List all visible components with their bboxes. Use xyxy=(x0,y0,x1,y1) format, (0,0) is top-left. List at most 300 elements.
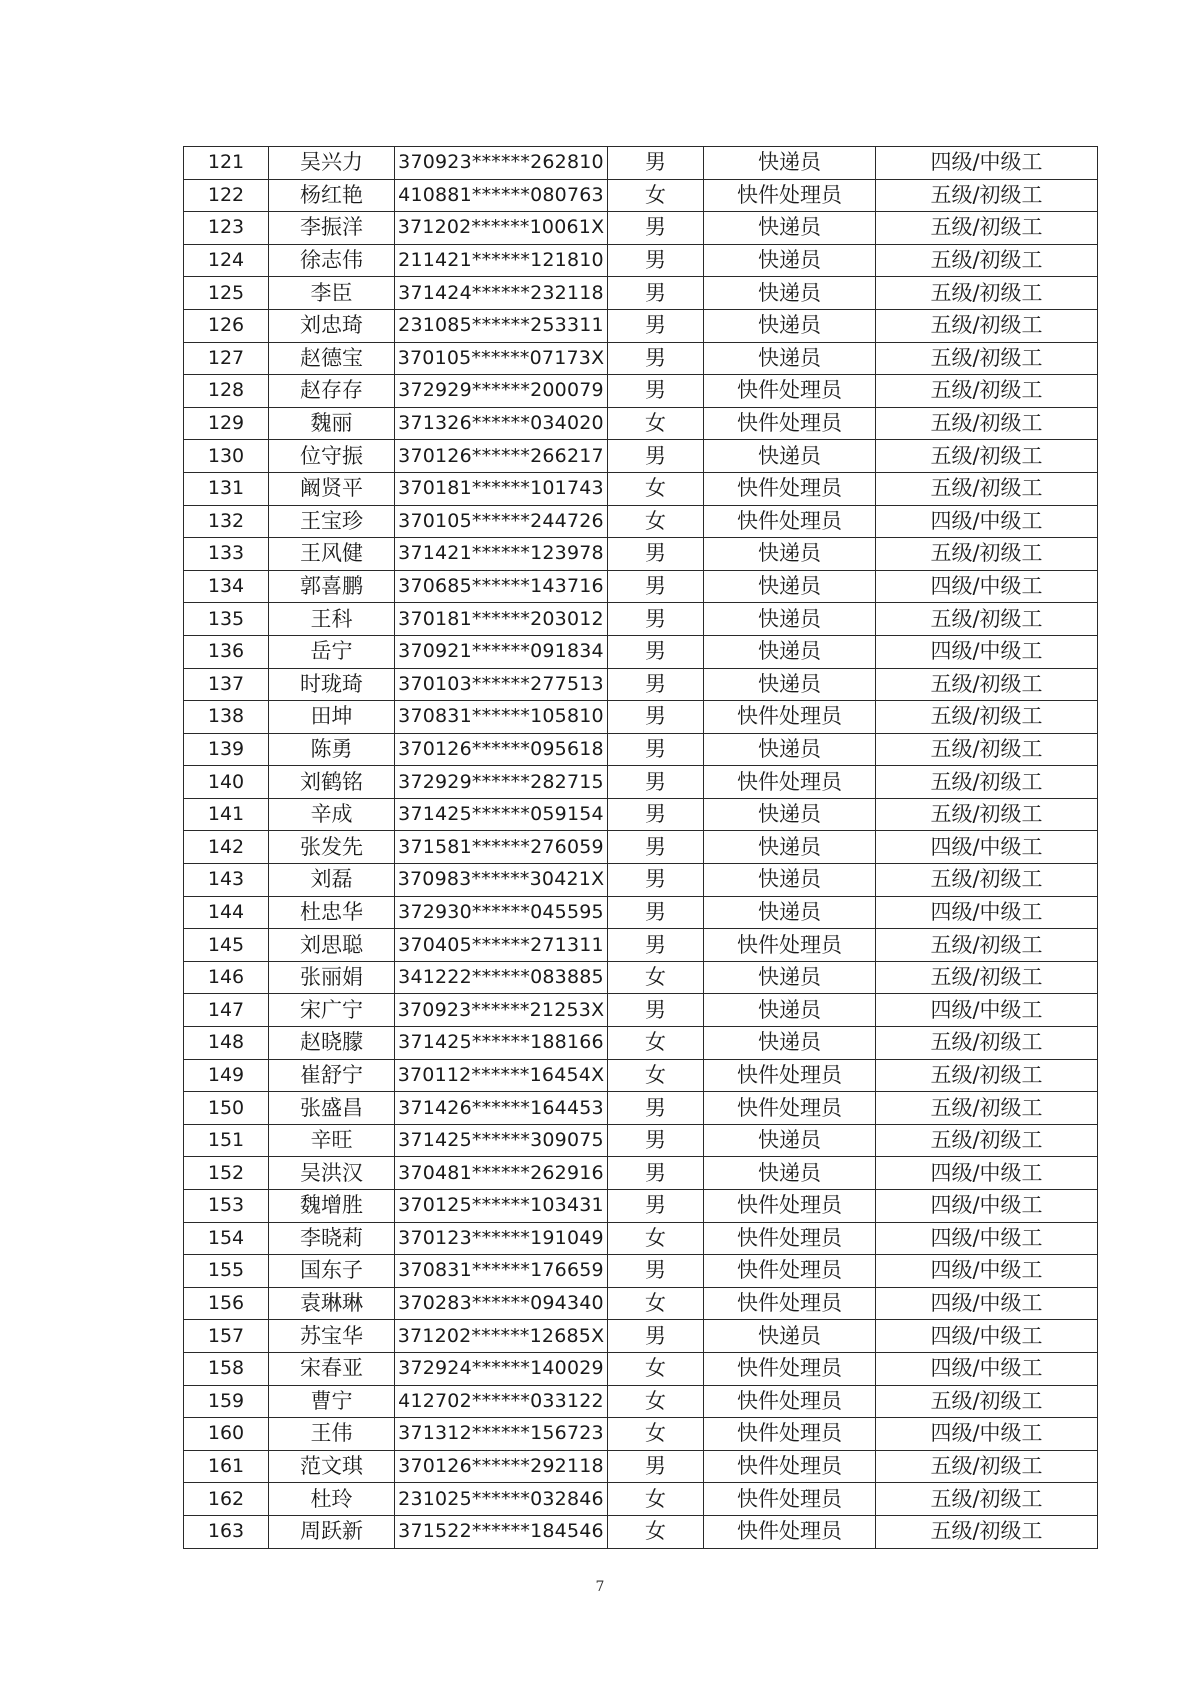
skill-level-cell: 四级/中级工 xyxy=(876,994,1098,1027)
occupation-cell: 快件处理员 xyxy=(704,1450,876,1483)
id-number-cell: 370103******277513 xyxy=(395,668,608,701)
skill-level-cell: 五级/初级工 xyxy=(876,277,1098,310)
row-number-cell: 152 xyxy=(184,1157,269,1190)
gender-cell: 女 xyxy=(608,1385,704,1418)
table-row xyxy=(184,766,1098,799)
id-number-cell: 371424******232118 xyxy=(395,277,608,310)
gender-cell: 女 xyxy=(608,505,704,538)
gender-cell: 男 xyxy=(608,766,704,799)
skill-level-cell: 五级/初级工 xyxy=(876,864,1098,897)
name-cell: 刘思聪 xyxy=(269,929,395,962)
table-row xyxy=(184,1385,1098,1418)
gender-cell: 男 xyxy=(608,277,704,310)
name-cell: 陈勇 xyxy=(269,733,395,766)
occupation-cell: 快递员 xyxy=(704,668,876,701)
table-row xyxy=(184,1483,1098,1516)
name-cell: 魏增胜 xyxy=(269,1190,395,1223)
name-cell: 田坤 xyxy=(269,701,395,734)
id-number-cell: 371522******184546 xyxy=(395,1515,608,1548)
occupation-cell: 快递员 xyxy=(704,440,876,473)
gender-cell: 男 xyxy=(608,896,704,929)
name-cell: 宋春亚 xyxy=(269,1352,395,1385)
roster-table-container xyxy=(183,146,1097,1549)
table-row xyxy=(184,1287,1098,1320)
name-cell: 阚贤平 xyxy=(269,472,395,505)
id-number-cell: 371202******12685X xyxy=(395,1320,608,1353)
table-row xyxy=(184,733,1098,766)
occupation-cell: 快递员 xyxy=(704,1124,876,1157)
row-number-cell: 153 xyxy=(184,1190,269,1223)
table-row xyxy=(184,1124,1098,1157)
gender-cell: 女 xyxy=(608,1287,704,1320)
gender-cell: 男 xyxy=(608,147,704,180)
row-number-cell: 151 xyxy=(184,1124,269,1157)
occupation-cell: 快件处理员 xyxy=(704,179,876,212)
occupation-cell: 快递员 xyxy=(704,635,876,668)
table-row xyxy=(184,244,1098,277)
table-row xyxy=(184,309,1098,342)
gender-cell: 男 xyxy=(608,440,704,473)
skill-level-cell: 五级/初级工 xyxy=(876,1450,1098,1483)
page-number: 7 xyxy=(595,1579,605,1595)
id-number-cell: 370983******30421X xyxy=(395,864,608,897)
name-cell: 刘鹤铭 xyxy=(269,766,395,799)
name-cell: 范文琪 xyxy=(269,1450,395,1483)
occupation-cell: 快件处理员 xyxy=(704,766,876,799)
occupation-cell: 快递员 xyxy=(704,212,876,245)
table-row xyxy=(184,147,1098,180)
id-number-cell: 370405******271311 xyxy=(395,929,608,962)
occupation-cell: 快递员 xyxy=(704,538,876,571)
name-cell: 张丽娟 xyxy=(269,961,395,994)
id-number-cell: 371326******034020 xyxy=(395,407,608,440)
skill-level-cell: 四级/中级工 xyxy=(876,1287,1098,1320)
skill-level-cell: 五级/初级工 xyxy=(876,1124,1098,1157)
skill-level-cell: 五级/初级工 xyxy=(876,1483,1098,1516)
name-cell: 张发先 xyxy=(269,831,395,864)
row-number-cell: 149 xyxy=(184,1059,269,1092)
occupation-cell: 快递员 xyxy=(704,1027,876,1060)
skill-level-cell: 五级/初级工 xyxy=(876,1092,1098,1125)
row-number-cell: 130 xyxy=(184,440,269,473)
id-number-cell: 211421******121810 xyxy=(395,244,608,277)
name-cell: 郭喜鹏 xyxy=(269,570,395,603)
name-cell: 曹宁 xyxy=(269,1385,395,1418)
table-row xyxy=(184,277,1098,310)
table-row xyxy=(184,1092,1098,1125)
table-row xyxy=(184,929,1098,962)
gender-cell: 男 xyxy=(608,994,704,1027)
table-row xyxy=(184,798,1098,831)
occupation-cell: 快递员 xyxy=(704,1157,876,1190)
occupation-cell: 快件处理员 xyxy=(704,472,876,505)
row-number-cell: 162 xyxy=(184,1483,269,1516)
name-cell: 李晓莉 xyxy=(269,1222,395,1255)
gender-cell: 男 xyxy=(608,701,704,734)
table-row xyxy=(184,1222,1098,1255)
gender-cell: 男 xyxy=(608,1450,704,1483)
gender-cell: 男 xyxy=(608,929,704,962)
name-cell: 赵德宝 xyxy=(269,342,395,375)
id-number-cell: 370123******191049 xyxy=(395,1222,608,1255)
skill-level-cell: 四级/中级工 xyxy=(876,1157,1098,1190)
occupation-cell: 快件处理员 xyxy=(704,1092,876,1125)
row-number-cell: 146 xyxy=(184,961,269,994)
row-number-cell: 121 xyxy=(184,147,269,180)
occupation-cell: 快递员 xyxy=(704,603,876,636)
table-row xyxy=(184,994,1098,1027)
skill-level-cell: 五级/初级工 xyxy=(876,179,1098,212)
id-number-cell: 370923******21253X xyxy=(395,994,608,1027)
table-row xyxy=(184,701,1098,734)
row-number-cell: 128 xyxy=(184,375,269,408)
table-row xyxy=(184,440,1098,473)
skill-level-cell: 四级/中级工 xyxy=(876,896,1098,929)
gender-cell: 男 xyxy=(608,1255,704,1288)
id-number-cell: 370105******244726 xyxy=(395,505,608,538)
row-number-cell: 158 xyxy=(184,1352,269,1385)
table-row xyxy=(184,635,1098,668)
gender-cell: 男 xyxy=(608,538,704,571)
occupation-cell: 快件处理员 xyxy=(704,1222,876,1255)
name-cell: 辛旺 xyxy=(269,1124,395,1157)
table-row xyxy=(184,896,1098,929)
occupation-cell: 快递员 xyxy=(704,570,876,603)
row-number-cell: 138 xyxy=(184,701,269,734)
name-cell: 魏丽 xyxy=(269,407,395,440)
row-number-cell: 144 xyxy=(184,896,269,929)
skill-level-cell: 五级/初级工 xyxy=(876,472,1098,505)
name-cell: 李振洋 xyxy=(269,212,395,245)
id-number-cell: 370126******095618 xyxy=(395,733,608,766)
name-cell: 赵存存 xyxy=(269,375,395,408)
table-row xyxy=(184,1352,1098,1385)
table-row xyxy=(184,864,1098,897)
row-number-cell: 122 xyxy=(184,179,269,212)
row-number-cell: 137 xyxy=(184,668,269,701)
name-cell: 周跃新 xyxy=(269,1515,395,1548)
skill-level-cell: 四级/中级工 xyxy=(876,1190,1098,1223)
skill-level-cell: 五级/初级工 xyxy=(876,1515,1098,1548)
name-cell: 杜忠华 xyxy=(269,896,395,929)
skill-level-cell: 四级/中级工 xyxy=(876,1352,1098,1385)
name-cell: 杜玲 xyxy=(269,1483,395,1516)
skill-level-cell: 五级/初级工 xyxy=(876,309,1098,342)
id-number-cell: 370126******292118 xyxy=(395,1450,608,1483)
gender-cell: 男 xyxy=(608,733,704,766)
id-number-cell: 370481******262916 xyxy=(395,1157,608,1190)
occupation-cell: 快递员 xyxy=(704,147,876,180)
row-number-cell: 148 xyxy=(184,1027,269,1060)
name-cell: 王宝珍 xyxy=(269,505,395,538)
row-number-cell: 131 xyxy=(184,472,269,505)
name-cell: 位守振 xyxy=(269,440,395,473)
occupation-cell: 快件处理员 xyxy=(704,505,876,538)
skill-level-cell: 五级/初级工 xyxy=(876,440,1098,473)
table-row xyxy=(184,1515,1098,1548)
id-number-cell: 341222******083885 xyxy=(395,961,608,994)
gender-cell: 女 xyxy=(608,1515,704,1548)
table-row xyxy=(184,1027,1098,1060)
table-row xyxy=(184,668,1098,701)
id-number-cell: 370126******266217 xyxy=(395,440,608,473)
occupation-cell: 快递员 xyxy=(704,1320,876,1353)
gender-cell: 男 xyxy=(608,831,704,864)
id-number-cell: 231025******032846 xyxy=(395,1483,608,1516)
gender-cell: 女 xyxy=(608,1418,704,1451)
row-number-cell: 133 xyxy=(184,538,269,571)
occupation-cell: 快件处理员 xyxy=(704,929,876,962)
skill-level-cell: 五级/初级工 xyxy=(876,342,1098,375)
table-row xyxy=(184,1059,1098,1092)
skill-level-cell: 五级/初级工 xyxy=(876,961,1098,994)
id-number-cell: 371581******276059 xyxy=(395,831,608,864)
gender-cell: 男 xyxy=(608,1124,704,1157)
name-cell: 崔舒宁 xyxy=(269,1059,395,1092)
gender-cell: 女 xyxy=(608,1222,704,1255)
name-cell: 张盛昌 xyxy=(269,1092,395,1125)
occupation-cell: 快递员 xyxy=(704,733,876,766)
name-cell: 吴兴力 xyxy=(269,147,395,180)
skill-level-cell: 五级/初级工 xyxy=(876,244,1098,277)
row-number-cell: 160 xyxy=(184,1418,269,1451)
table-row xyxy=(184,342,1098,375)
row-number-cell: 145 xyxy=(184,929,269,962)
name-cell: 袁琳琳 xyxy=(269,1287,395,1320)
id-number-cell: 371425******309075 xyxy=(395,1124,608,1157)
roster-table-body xyxy=(184,147,1098,1549)
id-number-cell: 370831******105810 xyxy=(395,701,608,734)
occupation-cell: 快件处理员 xyxy=(704,1059,876,1092)
row-number-cell: 136 xyxy=(184,635,269,668)
id-number-cell: 371202******10061X xyxy=(395,212,608,245)
name-cell: 辛成 xyxy=(269,798,395,831)
occupation-cell: 快件处理员 xyxy=(704,1483,876,1516)
name-cell: 杨红艳 xyxy=(269,179,395,212)
table-row xyxy=(184,831,1098,864)
gender-cell: 女 xyxy=(608,179,704,212)
occupation-cell: 快递员 xyxy=(704,798,876,831)
skill-level-cell: 五级/初级工 xyxy=(876,538,1098,571)
row-number-cell: 150 xyxy=(184,1092,269,1125)
row-number-cell: 163 xyxy=(184,1515,269,1548)
row-number-cell: 156 xyxy=(184,1287,269,1320)
id-number-cell: 371421******123978 xyxy=(395,538,608,571)
skill-level-cell: 四级/中级工 xyxy=(876,635,1098,668)
gender-cell: 女 xyxy=(608,1352,704,1385)
roster-table xyxy=(183,146,1098,1549)
id-number-cell: 372924******140029 xyxy=(395,1352,608,1385)
occupation-cell: 快递员 xyxy=(704,864,876,897)
row-number-cell: 126 xyxy=(184,309,269,342)
occupation-cell: 快件处理员 xyxy=(704,1352,876,1385)
id-number-cell: 370923******262810 xyxy=(395,147,608,180)
row-number-cell: 139 xyxy=(184,733,269,766)
table-row xyxy=(184,570,1098,603)
row-number-cell: 140 xyxy=(184,766,269,799)
id-number-cell: 231085******253311 xyxy=(395,309,608,342)
id-number-cell: 372930******045595 xyxy=(395,896,608,929)
name-cell: 岳宁 xyxy=(269,635,395,668)
id-number-cell: 370685******143716 xyxy=(395,570,608,603)
gender-cell: 男 xyxy=(608,212,704,245)
name-cell: 刘磊 xyxy=(269,864,395,897)
gender-cell: 男 xyxy=(608,1157,704,1190)
occupation-cell: 快件处理员 xyxy=(704,1287,876,1320)
gender-cell: 男 xyxy=(608,342,704,375)
id-number-cell: 372929******200079 xyxy=(395,375,608,408)
skill-level-cell: 五级/初级工 xyxy=(876,929,1098,962)
row-number-cell: 147 xyxy=(184,994,269,1027)
gender-cell: 男 xyxy=(608,570,704,603)
row-number-cell: 155 xyxy=(184,1255,269,1288)
name-cell: 宋广宁 xyxy=(269,994,395,1027)
name-cell: 苏宝华 xyxy=(269,1320,395,1353)
row-number-cell: 143 xyxy=(184,864,269,897)
skill-level-cell: 五级/初级工 xyxy=(876,668,1098,701)
id-number-cell: 371312******156723 xyxy=(395,1418,608,1451)
id-number-cell: 370105******07173X xyxy=(395,342,608,375)
row-number-cell: 142 xyxy=(184,831,269,864)
occupation-cell: 快件处理员 xyxy=(704,701,876,734)
row-number-cell: 123 xyxy=(184,212,269,245)
occupation-cell: 快件处理员 xyxy=(704,375,876,408)
gender-cell: 女 xyxy=(608,1027,704,1060)
table-row xyxy=(184,603,1098,636)
occupation-cell: 快件处理员 xyxy=(704,1418,876,1451)
table-row xyxy=(184,538,1098,571)
occupation-cell: 快递员 xyxy=(704,277,876,310)
occupation-cell: 快递员 xyxy=(704,831,876,864)
skill-level-cell: 四级/中级工 xyxy=(876,1222,1098,1255)
gender-cell: 女 xyxy=(608,472,704,505)
row-number-cell: 124 xyxy=(184,244,269,277)
skill-level-cell: 四级/中级工 xyxy=(876,1255,1098,1288)
name-cell: 徐志伟 xyxy=(269,244,395,277)
table-row xyxy=(184,212,1098,245)
gender-cell: 男 xyxy=(608,375,704,408)
skill-level-cell: 四级/中级工 xyxy=(876,1320,1098,1353)
table-row xyxy=(184,961,1098,994)
gender-cell: 女 xyxy=(608,1059,704,1092)
gender-cell: 女 xyxy=(608,407,704,440)
row-number-cell: 132 xyxy=(184,505,269,538)
occupation-cell: 快递员 xyxy=(704,309,876,342)
id-number-cell: 370112******16454X xyxy=(395,1059,608,1092)
skill-level-cell: 四级/中级工 xyxy=(876,505,1098,538)
table-row xyxy=(184,179,1098,212)
name-cell: 王科 xyxy=(269,603,395,636)
id-number-cell: 370921******091834 xyxy=(395,635,608,668)
occupation-cell: 快递员 xyxy=(704,994,876,1027)
id-number-cell: 410881******080763 xyxy=(395,179,608,212)
gender-cell: 男 xyxy=(608,668,704,701)
occupation-cell: 快递员 xyxy=(704,961,876,994)
row-number-cell: 154 xyxy=(184,1222,269,1255)
occupation-cell: 快递员 xyxy=(704,896,876,929)
row-number-cell: 125 xyxy=(184,277,269,310)
id-number-cell: 370283******094340 xyxy=(395,1287,608,1320)
gender-cell: 男 xyxy=(608,1320,704,1353)
name-cell: 时珑琦 xyxy=(269,668,395,701)
table-row xyxy=(184,1320,1098,1353)
name-cell: 赵晓朦 xyxy=(269,1027,395,1060)
row-number-cell: 127 xyxy=(184,342,269,375)
gender-cell: 男 xyxy=(608,1190,704,1223)
gender-cell: 男 xyxy=(608,635,704,668)
name-cell: 国东子 xyxy=(269,1255,395,1288)
gender-cell: 男 xyxy=(608,864,704,897)
skill-level-cell: 五级/初级工 xyxy=(876,375,1098,408)
gender-cell: 男 xyxy=(608,1092,704,1125)
row-number-cell: 141 xyxy=(184,798,269,831)
skill-level-cell: 五级/初级工 xyxy=(876,1027,1098,1060)
table-row xyxy=(184,375,1098,408)
occupation-cell: 快件处理员 xyxy=(704,1190,876,1223)
gender-cell: 男 xyxy=(608,244,704,277)
id-number-cell: 371426******164453 xyxy=(395,1092,608,1125)
skill-level-cell: 四级/中级工 xyxy=(876,147,1098,180)
id-number-cell: 370125******103431 xyxy=(395,1190,608,1223)
table-row xyxy=(184,1190,1098,1223)
occupation-cell: 快件处理员 xyxy=(704,407,876,440)
name-cell: 刘忠琦 xyxy=(269,309,395,342)
row-number-cell: 159 xyxy=(184,1385,269,1418)
occupation-cell: 快件处理员 xyxy=(704,1515,876,1548)
table-row xyxy=(184,1450,1098,1483)
table-row xyxy=(184,1157,1098,1190)
name-cell: 吴洪汉 xyxy=(269,1157,395,1190)
row-number-cell: 135 xyxy=(184,603,269,636)
gender-cell: 男 xyxy=(608,798,704,831)
skill-level-cell: 四级/中级工 xyxy=(876,831,1098,864)
gender-cell: 男 xyxy=(608,309,704,342)
row-number-cell: 157 xyxy=(184,1320,269,1353)
row-number-cell: 161 xyxy=(184,1450,269,1483)
table-row xyxy=(184,472,1098,505)
occupation-cell: 快件处理员 xyxy=(704,1385,876,1418)
id-number-cell: 371425******188166 xyxy=(395,1027,608,1060)
row-number-cell: 129 xyxy=(184,407,269,440)
occupation-cell: 快递员 xyxy=(704,342,876,375)
table-row xyxy=(184,1255,1098,1288)
skill-level-cell: 五级/初级工 xyxy=(876,733,1098,766)
id-number-cell: 372929******282715 xyxy=(395,766,608,799)
skill-level-cell: 五级/初级工 xyxy=(876,1059,1098,1092)
row-number-cell: 134 xyxy=(184,570,269,603)
table-row xyxy=(184,407,1098,440)
id-number-cell: 370181******203012 xyxy=(395,603,608,636)
name-cell: 李臣 xyxy=(269,277,395,310)
skill-level-cell: 五级/初级工 xyxy=(876,798,1098,831)
id-number-cell: 370831******176659 xyxy=(395,1255,608,1288)
id-number-cell: 370181******101743 xyxy=(395,472,608,505)
id-number-cell: 412702******033122 xyxy=(395,1385,608,1418)
gender-cell: 女 xyxy=(608,1483,704,1516)
id-number-cell: 371425******059154 xyxy=(395,798,608,831)
table-row xyxy=(184,505,1098,538)
skill-level-cell: 五级/初级工 xyxy=(876,1385,1098,1418)
skill-level-cell: 五级/初级工 xyxy=(876,701,1098,734)
skill-level-cell: 五级/初级工 xyxy=(876,603,1098,636)
table-row xyxy=(184,1418,1098,1451)
name-cell: 王风健 xyxy=(269,538,395,571)
skill-level-cell: 五级/初级工 xyxy=(876,212,1098,245)
gender-cell: 女 xyxy=(608,961,704,994)
name-cell: 王伟 xyxy=(269,1418,395,1451)
gender-cell: 男 xyxy=(608,603,704,636)
skill-level-cell: 四级/中级工 xyxy=(876,1418,1098,1451)
